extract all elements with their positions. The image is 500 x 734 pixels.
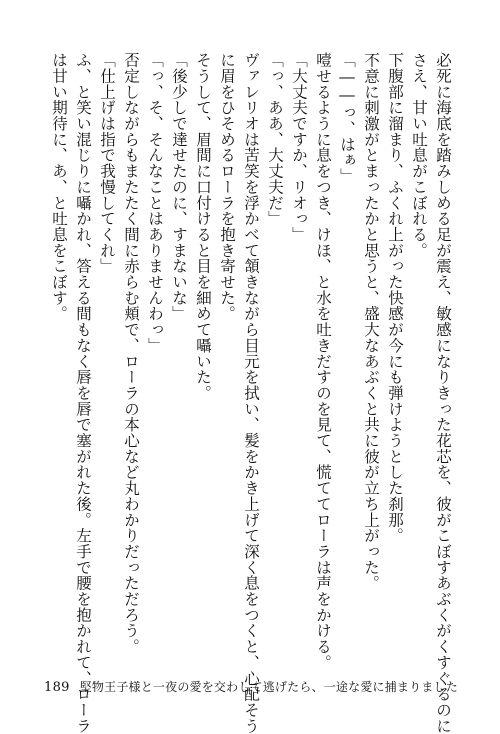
text-line-9: ヴァレリオは苦笑を浮かべて頷きながら目元を拭い、髪をかき上げて深く息をつくと、心配そう [242, 52, 260, 734]
text-line-15: 「仕上げは指で我慢してくれ」 [98, 52, 116, 274]
text-line-1: 必死に海底を踏みしめる足が震え、敏感になりきった花芯を、彼がこぼすあぶくがくすぐるのに [434, 52, 452, 734]
text-line-7: 「大丈夫ですか、リオっ」 [290, 52, 308, 243]
text-line-13: 「っ、そ、そんなことはありませんわっ」 [146, 52, 164, 354]
page-number: 189 [44, 680, 70, 695]
text-line-5: 「――っ、はぁ」 [338, 52, 356, 184]
text-line-12: 「後少しで達せたのに、すまないな」 [170, 52, 188, 322]
text-line-17: は甘い期待に、あ、と吐息をこぼす。 [50, 52, 68, 322]
text-line-11: そうして、眉間に口付けると目を細めて囁いた。 [194, 52, 212, 401]
running-title: 堅物王子様と一夜の愛を交わして逃げたら、一途な愛に捕まりました [79, 680, 458, 694]
text-line-16: ふ、と笑い混じりに囁かれ、答える間もなく唇を唇で塞がれた後。左手で腰を抱かれて、ローラ [74, 52, 92, 734]
text-line-10: に眉をひそめるローラを抱き寄せた。 [218, 52, 236, 322]
text-line-2: さえ、甘い吐息がこぼれる。 [410, 52, 428, 259]
text-line-8: 「っ、ああ、大丈夫だ」 [266, 52, 284, 227]
text-line-14: 否定しながらもまたたく間に赤らむ頬で、ローラの本心など丸わかりだっただろう。 [122, 52, 140, 655]
text-line-3: 下腹部に溜まり、ふくれ上がった快感が今にも弾けようとした刹那。 [386, 52, 404, 544]
text-line-4: 不意に刺激がとまったかと思うと、盛大なあぶくと共に彼が立ち上がった。 [362, 52, 380, 591]
text-line-6: 噎せるように息をつき、けほ、と水を吐きだすのを見て、慌ててローラは声をかける。 [314, 52, 332, 671]
page-footer [44, 678, 458, 695]
